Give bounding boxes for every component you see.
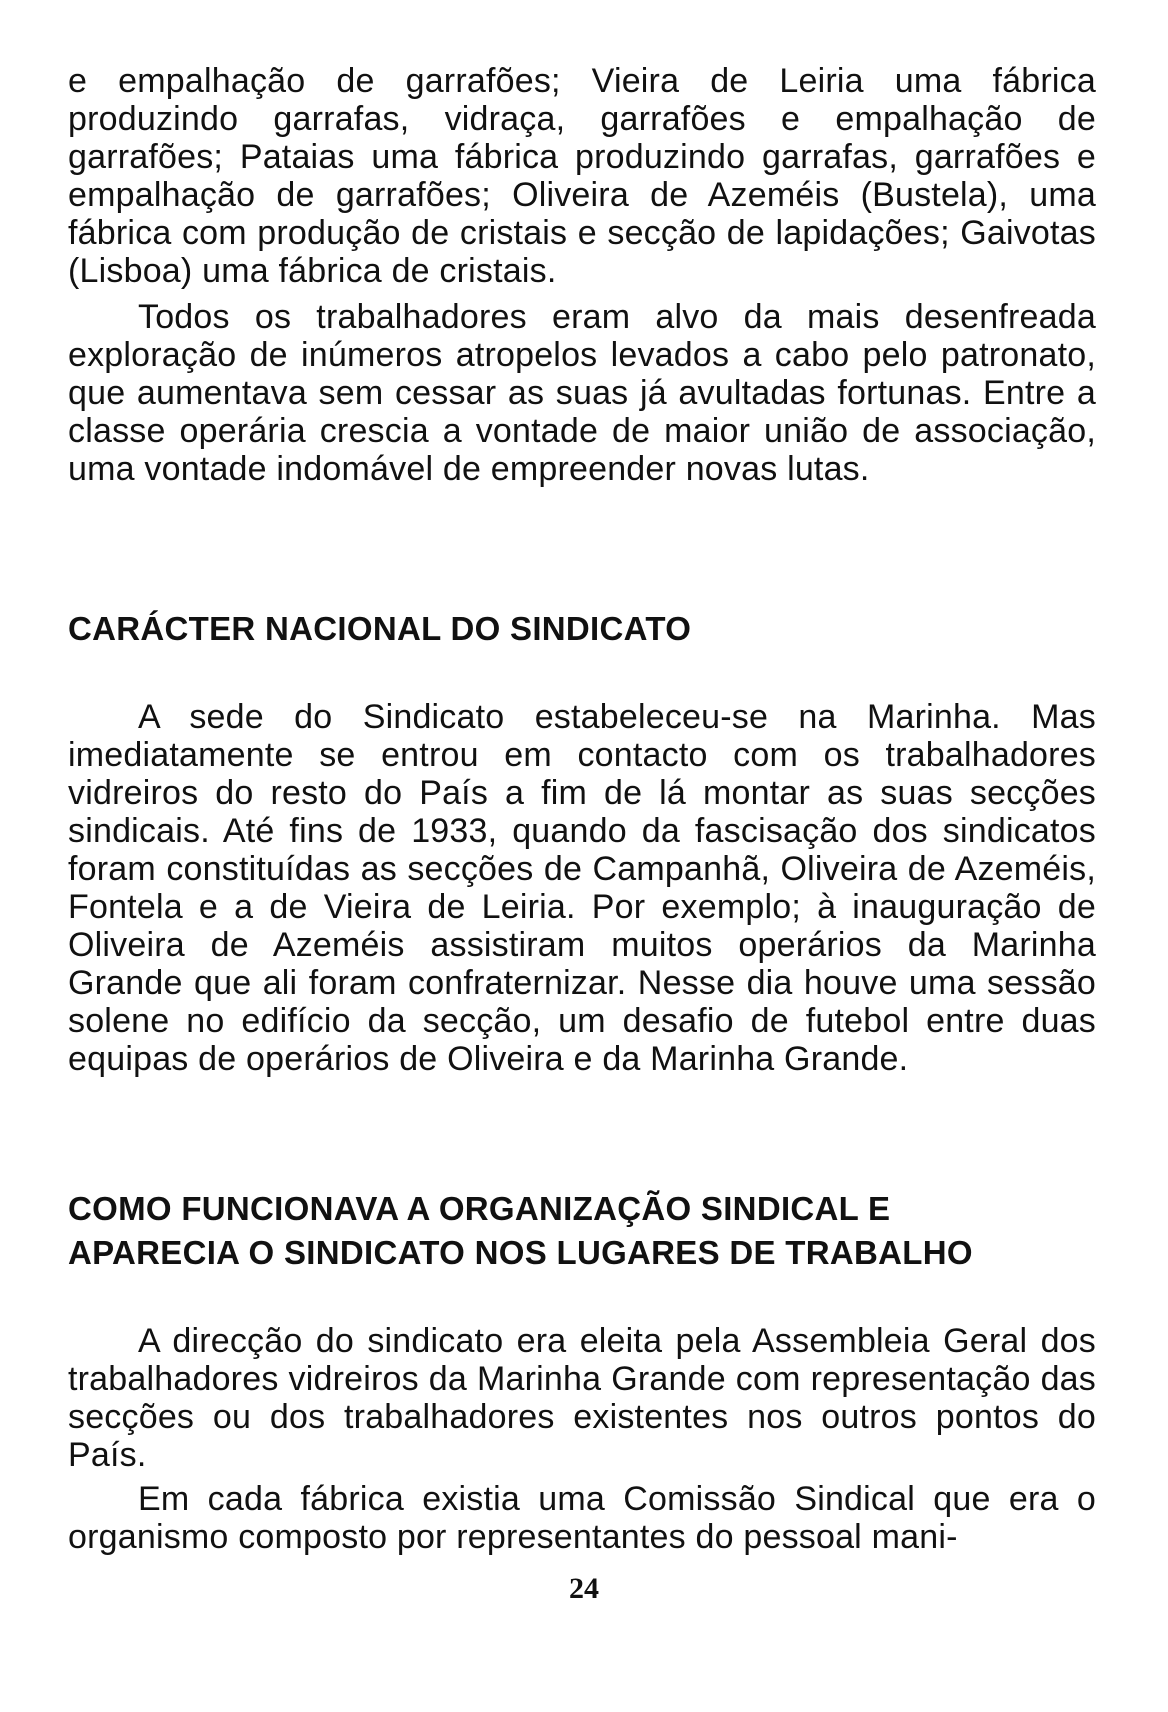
paragraph-union-seat: A sede do Sindicato estabeleceu-se na Marinha. Mas imediatamente se entrou em contacto com os trabalhadores vidreiros do resto do País a fim de lá montar as suas secções sindicais. Até fins de 1933, quando da fascisação dos sindicatos foram constituídas as secções de Campanhã, Oliveira de Azeméis, Fontela e a de Vieira de Leiria. Por exemplo; à inauguração de Oliveira de Azeméis assistiram muitos operários da Marinha Grande que ali foram confraternizar. Nesse dia houve uma sessão solene no edifício da secção, um desafio de futebol entre duas equipas de operários de Oliveira e da Marinha Grande. [68,698,1096,1078]
section1-text [68,698,1096,1078]
section-heading-line-2: APARECIA O SINDICATO NOS LUGARES DE TRABALHO [68,1234,973,1271]
section2-text [68,1322,1096,1556]
paragraph-commission: Em cada fábrica existia uma Comissão Sindical que era o organismo composto por representantes do pessoal mani- [68,1480,1096,1556]
section-heading-national-character: CARÁCTER NACIONAL DO SINDICATO [68,610,692,647]
paragraph-direction: A direcção do sindicato era eleita pela Assembleia Geral dos trabalhadores vidreiros da Marinha Grande com representação das secções ou dos trabalhadores existentes nos outros pontos do País. [68,1322,1096,1474]
paragraph-continuation: e empalhação de garrafões; Vieira de Leiria uma fábrica produzindo garrafas, vidraça, garrafões e empalhação de garrafões; Pataias uma fábrica produzindo garrafas, garrafões e empalhação de garrafões; Oliveira de Azeméis (Bustela), uma fábrica com produção de cristais e secção de lapidações; Gaivotas (Lisboa) uma fábrica de cristais. [68,62,1096,290]
page-number: 24 [569,1572,599,1605]
section-heading-organization [68,1188,1096,1274]
section-heading-line-1: COMO FUNCIONAVA A ORGANIZAÇÃO SINDICAL E [68,1190,891,1227]
paragraph-exploitation: Todos os trabalhadores eram alvo da mais desenfreada exploração de inúmeros atropelos levados a cabo pelo patronato, que aumentava sem cessar as suas já avultadas fortunas. Entre a classe operária crescia a vontade de maior união de associação, uma vontade indomável de empreender novas lutas. [68,298,1096,488]
intro-text [68,62,1096,488]
